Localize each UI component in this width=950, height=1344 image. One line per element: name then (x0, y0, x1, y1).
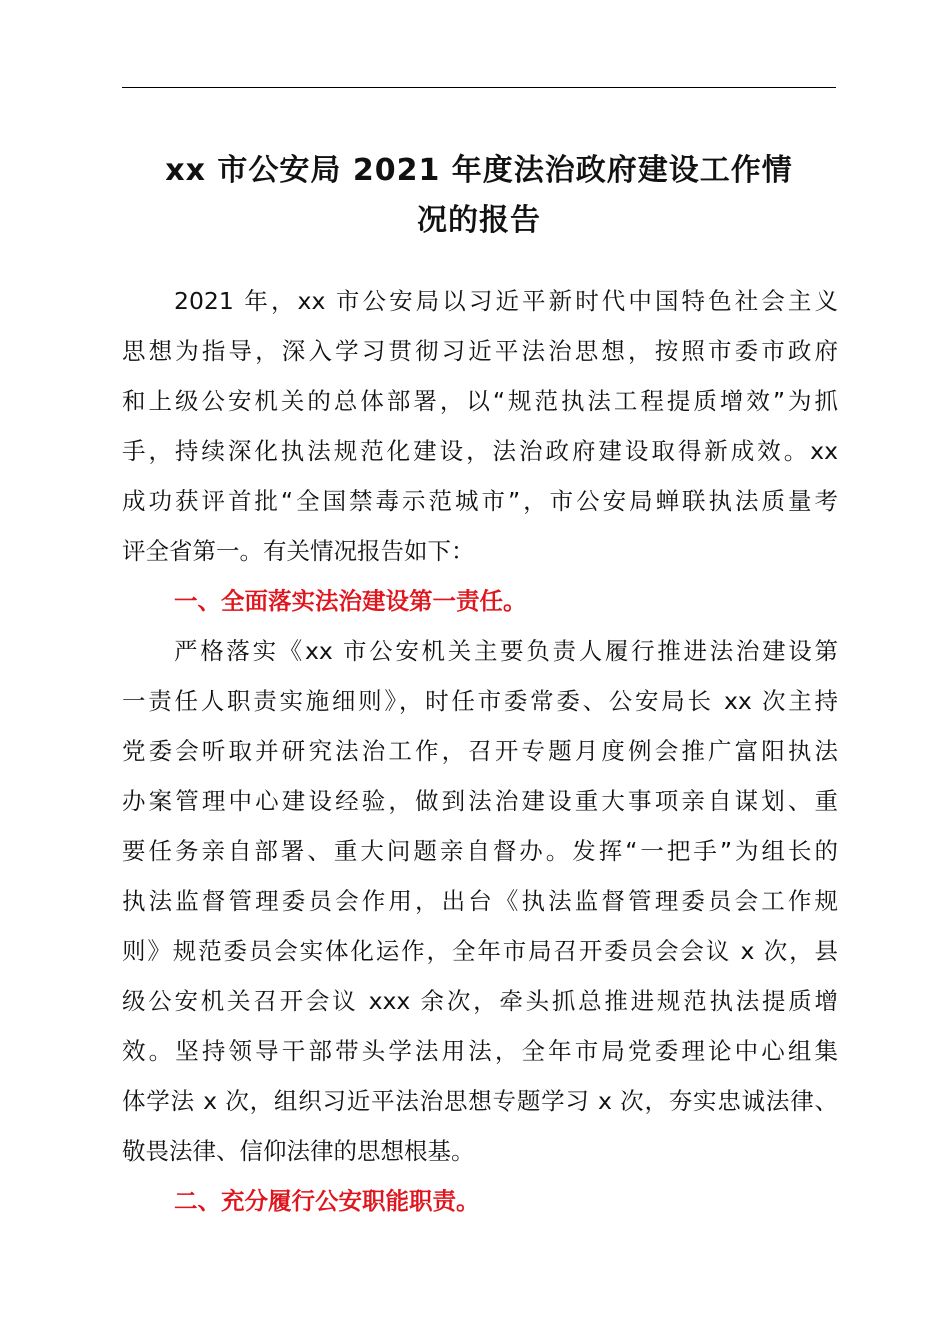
paragraph-line: 和上级公安机关的总体部署，以“规范执法工程提质增效”为抓 (122, 387, 838, 415)
document-body (122, 276, 838, 1226)
paragraph-line: 级公安机关召开会议 xxx 余次，牵头抓总推进规范执法提质增 (122, 987, 838, 1015)
paragraph-line: 要任务亲自部署、重大问题亲自督办。发挥“一把手”为组长的 (122, 837, 838, 865)
title-line-1: xx 市公安局 2021 年度法治政府建设工作情 (165, 153, 793, 188)
paragraph-line: 成功获评首批“全国禁毒示范城市”，市公安局蝉联执法质量考 (122, 487, 838, 515)
section-heading-1: 一、全面落实法治建设第一责任。 (174, 587, 527, 615)
section-heading-2: 二、充分履行公安职能职责。 (174, 1187, 480, 1215)
title-line-2: 况的报告 (417, 203, 541, 238)
paragraph-line: 则》规范委员会实体化运作，全年市局召开委员会会议 x 次，县 (122, 937, 838, 965)
paragraph-line: 体学法 x 次，组织习近平法治思想专题学习 x 次，夯实忠诚法律、 (122, 1087, 838, 1115)
paragraph-line: 执法监督管理委员会作用，出台《执法监督管理委员会工作规 (122, 887, 838, 915)
paragraph-line: 效。坚持领导干部带头学法用法，全年市局党委理论中心组集 (122, 1037, 838, 1065)
paragraph-line: 敬畏法律、信仰法律的思想根基。 (122, 1137, 475, 1165)
document-title (122, 146, 836, 246)
paragraph-line: 手，持续深化执法规范化建设，法治政府建设取得新成效。xx (122, 437, 838, 465)
paragraph-line: 一责任人职责实施细则》，时任市委常委、公安局长 xx 次主持 (122, 687, 838, 715)
section-1-paragraph (122, 626, 838, 1176)
paragraph-line: 办案管理中心建设经验，做到法治建设重大事项亲自谋划、重 (122, 787, 838, 815)
paragraph-line: 党委会听取并研究法治工作，召开专题月度例会推广富阳执法 (122, 737, 838, 765)
paragraph-line: 2021 年，xx 市公安局以习近平新时代中国特色社会主义 (174, 287, 838, 315)
paragraph-line: 评全省第一。有关情况报告如下： (122, 537, 475, 565)
paragraph-line: 思想为指导，深入学习贯彻习近平法治思想，按照市委市政府 (122, 337, 838, 365)
header-rule (122, 87, 836, 88)
paragraph-line: 严格落实《xx 市公安机关主要负责人履行推进法治建设第 (174, 637, 838, 665)
intro-paragraph (122, 276, 838, 576)
